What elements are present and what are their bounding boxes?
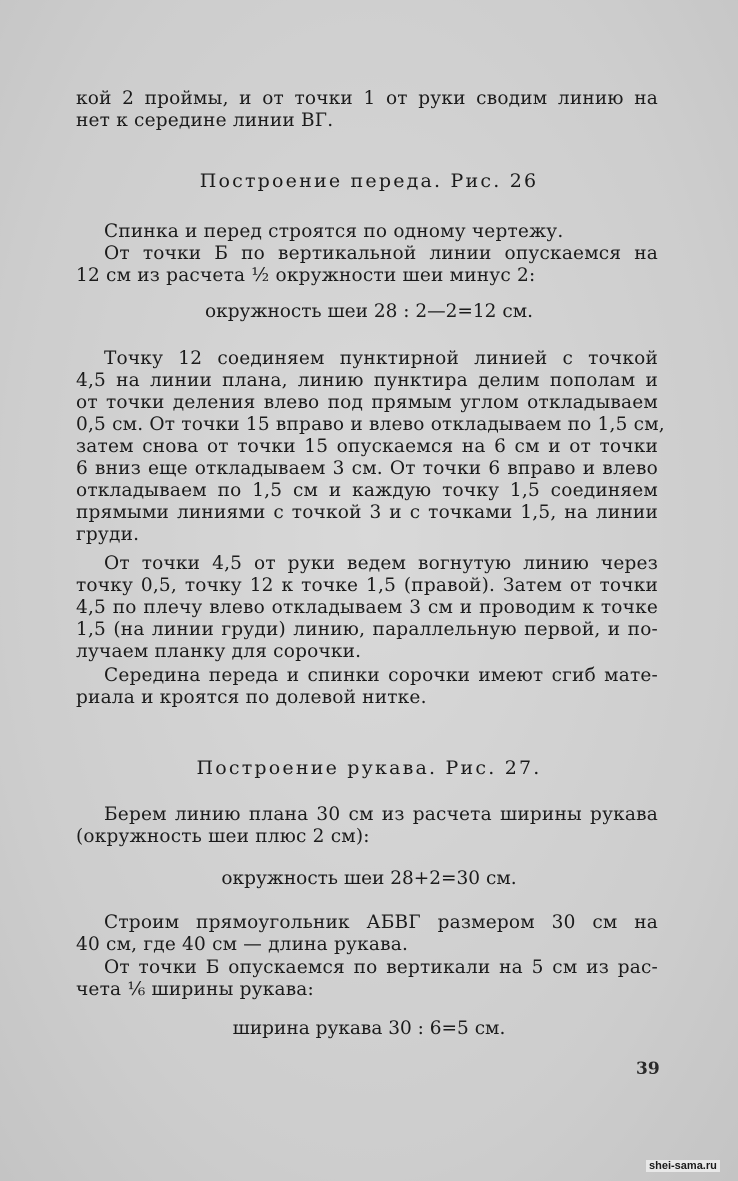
- text-line: 4,5 по плечу влево откладываем 3 см и проводим к точке: [76, 597, 658, 618]
- text-line: Точку 12 соединяем пунктирной линией с точкой: [104, 348, 658, 369]
- sleeve-paragraph-3: [76, 957, 658, 1001]
- front-paragraph-3: [76, 348, 665, 546]
- text-line: 1,5 (на линии груди) линию, параллельную первой, и по-: [76, 619, 658, 640]
- text-line: (окружность шеи плюс 2 см):: [76, 826, 370, 847]
- text-line: 12 см из расчета ½ окружности шеи минус 2:: [76, 265, 536, 286]
- front-paragraph-5: [76, 665, 658, 709]
- text-line: 40 см, где 40 см — длина рукава.: [76, 934, 409, 955]
- text-line: лучаем планку для сорочки.: [76, 641, 362, 662]
- formula-neck-front: окружность шеи 28 : 2—2=12 см.: [205, 301, 533, 322]
- text-line: груди.: [76, 524, 140, 545]
- text-line: затем снова от точки 15 опускаемся на 6 см и от точки: [76, 436, 658, 457]
- text-line: откладываем по 1,5 см и каждую точку 1,5 соединяем: [76, 480, 658, 501]
- text-line: От точки Б опускаемся по вертикали на 5 см из рас-: [104, 957, 658, 978]
- front-paragraph-4: [76, 553, 658, 663]
- text-line: прямыми линиями с точкой 3 и с точками 1,5, на линии: [76, 502, 658, 523]
- text-line: точку 0,5, точку 12 к точке 1,5 (правой). Затем от точки: [76, 575, 658, 596]
- formula-neck-sleeve: окружность шеи 28+2=30 см.: [221, 868, 517, 889]
- sleeve-paragraph-2: [76, 912, 658, 956]
- text-line: Берем линию плана 30 см из расчета ширины рукава: [104, 804, 658, 825]
- formula-sleeve-width: ширина рукава 30 : 6=5 см.: [232, 1018, 506, 1039]
- site-watermark: shei-sama.ru: [646, 1160, 720, 1172]
- text-line: 6 вниз еще откладываем 3 см. От точки 6 вправо и влево: [76, 458, 658, 479]
- front-paragraph-2: [76, 243, 658, 287]
- text-line: Середина переда и спинки сорочки имеют сгиб мате-: [104, 665, 658, 686]
- section-heading-sleeve: Построение рукава. Рис. 27.: [196, 757, 542, 779]
- text-line: 0,5 см. От точки 15 вправо и влево откладываем по 1,5 см,: [76, 414, 665, 435]
- text-line: Строим прямоугольник АБВГ размером 30 см на: [104, 912, 658, 933]
- text-line: чета ⅙ ширины рукава:: [76, 979, 314, 1000]
- text-line: Спинка и перед строятся по одному чертежу.: [104, 221, 564, 242]
- page-number: 39: [636, 1059, 660, 1079]
- text-line: кой 2 проймы, и от точки 1 от руки сводим линию на: [76, 88, 658, 109]
- text-line: от точки деления влево под прямым углом откладываем: [76, 392, 658, 413]
- intro-paragraph: [76, 88, 658, 132]
- text-line: От точки 4,5 от руки ведем вогнутую линию через: [104, 553, 658, 574]
- text-line: нет к середине линии ВГ.: [76, 110, 334, 131]
- text-line: риала и кроятся по долевой нитке.: [76, 687, 427, 708]
- text-line: 4,5 на линии плана, линию пунктира делим пополам и: [76, 370, 658, 391]
- sleeve-paragraph-1: [76, 804, 658, 848]
- text-line: От точки Б по вертикальной линии опускаемся на: [104, 243, 658, 264]
- section-heading-front: Построение переда. Рис. 26: [199, 170, 539, 192]
- front-paragraph-1: [76, 221, 658, 243]
